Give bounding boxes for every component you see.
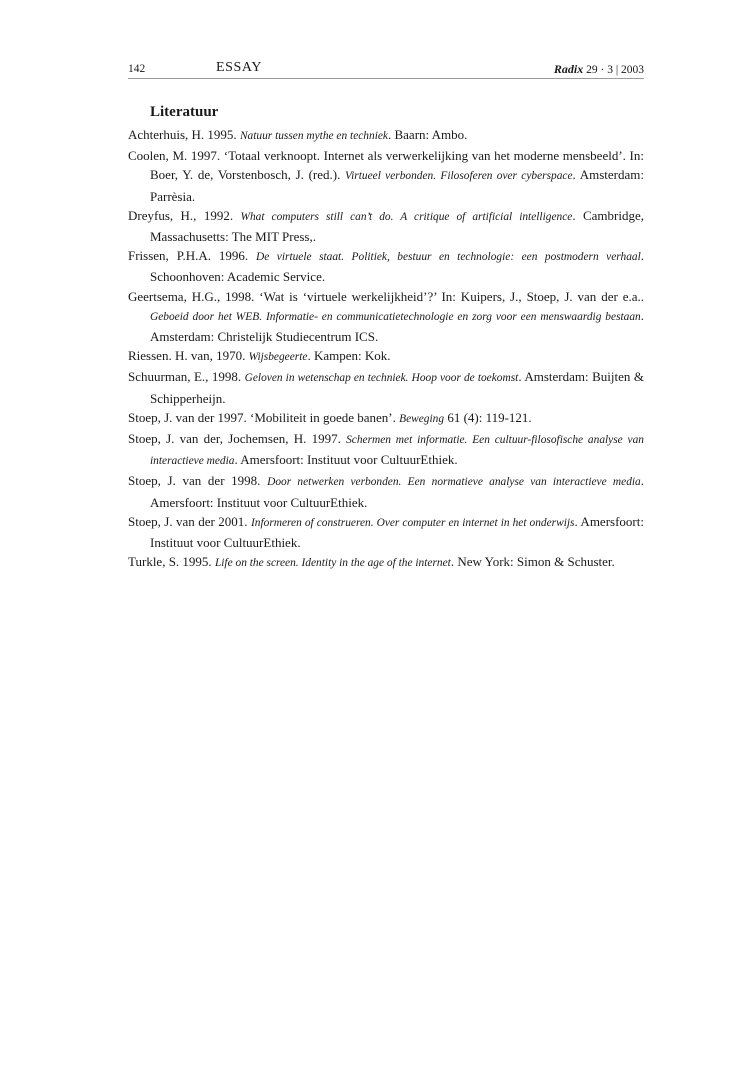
running-header [128, 58, 644, 79]
reference-title: Beweging [399, 412, 445, 425]
reference-list [128, 125, 644, 573]
page-number: 142 [128, 63, 146, 75]
reference-publisher: . Amersfoort: Instituut voor CultuurEthiek. [150, 473, 644, 510]
reference-publisher: . Amsterdam: Buijten & Schipperheijn. [150, 369, 644, 406]
reference-publisher: . Amsterdam: Parrèsia. [150, 167, 644, 204]
page [128, 58, 644, 573]
reference-title: Schermen met informatie. Een cultuur-filosofische analyse van interactieve media [150, 434, 644, 468]
reference-entry [128, 367, 644, 407]
reference-publisher: . Baarn: Ambo. [387, 127, 468, 142]
reference-title: De virtuele staat. Politiek, bestuur en technologie: een postmodern verhaal [256, 251, 641, 264]
reference-title: What computers still can’t do. A critique of artificial intelligence [240, 210, 573, 223]
reference-publisher: 61 (4): 119-121. [444, 409, 532, 425]
reference-entry [128, 346, 644, 367]
reference-publisher: . New York: Simon & Schuster. [450, 554, 615, 570]
reference-publisher: . Schoonhoven: Academic Service. [150, 248, 644, 285]
reference-entry [128, 125, 644, 146]
reference-title: Geboeid door het WEB. Informatie- en communicatietechnologie en zorg voor een menswaardig bestaan [150, 310, 641, 323]
reference-entry [128, 408, 644, 429]
reference-text: Achterhuis, H. 1995. [128, 127, 240, 142]
reference-publisher: . Kampen: Kok. [307, 348, 391, 364]
reference-text: Schuurman, E., 1998. [128, 369, 245, 385]
reference-title: Geloven in wetenschap en techniek. Hoop voor de toekomst [244, 372, 519, 385]
reference-text: Turkle, S. 1995. [128, 554, 215, 570]
reference-entry [128, 429, 644, 471]
section-title: ESSAY [216, 60, 263, 75]
journal-info [554, 62, 644, 77]
journal-issue: 29 · 3 | 2003 [583, 64, 644, 76]
reference-text: Stoep, J. van der 2001. [128, 513, 251, 529]
reference-text: Stoep, J. van der 1997. ‘Mobiliteit in goede banen’. [128, 409, 400, 425]
reference-text: Stoep, J. van der, Jochemsen, H. 1997. [128, 431, 347, 447]
reference-text: Frissen, P.H.A. 1996. [128, 248, 257, 264]
journal-name: Radix [553, 62, 584, 76]
reference-text: Geertsema, H.G., 1998. ‘Wat is ‘virtuele werkelijkheid’?’ In: Kuipers, J., Stoep, J. van der e.a.. [128, 288, 644, 304]
reference-entry [128, 246, 644, 286]
reference-publisher: . Cambridge, Massachusetts: The MIT Press,. [150, 207, 644, 245]
reference-entry [128, 287, 644, 347]
reference-entry [128, 206, 644, 246]
reference-entry [128, 512, 644, 552]
reference-entry [128, 146, 644, 206]
reference-text: Dreyfus, H., 1992. [128, 207, 241, 223]
reference-title: Natuur tussen mythe en techniek [239, 130, 388, 142]
reference-title: Virtueel verbonden. Filosoferen over cyberspace [345, 170, 573, 183]
reference-title: Door netwerken verbonden. Een normatieve analyse van interactieve media [267, 476, 641, 489]
reference-text: Coolen, M. 1997. ‘Totaal verknoopt. Internet als verwerkelijking van het moderne mensbeeld’. In: Boer, Y. de, Vorstenbosch, J. (red.). [128, 148, 644, 183]
reference-text: Stoep, J. van der 1998. [128, 473, 268, 489]
reference-title: Wijsbegeerte [248, 351, 308, 364]
reference-text: Riessen. H. van, 1970. [128, 348, 249, 364]
reference-entry [128, 552, 644, 573]
reference-entry [128, 471, 644, 511]
reference-title: Life on the screen. Identity in the age of the internet [214, 557, 451, 570]
bibliography-heading: Literatuur [150, 104, 219, 120]
reference-publisher: . Amsterdam: Christelijk Studiecentrum ICS. [150, 307, 644, 345]
reference-title: Informeren of construeren. Over computer en internet in het onderwijs [250, 516, 575, 529]
reference-publisher: . Amersfoort: Instituut voor CultuurEthiek. [150, 513, 644, 551]
reference-publisher: . Amersfoort: Instituut voor CultuurEthiek. [234, 452, 458, 468]
